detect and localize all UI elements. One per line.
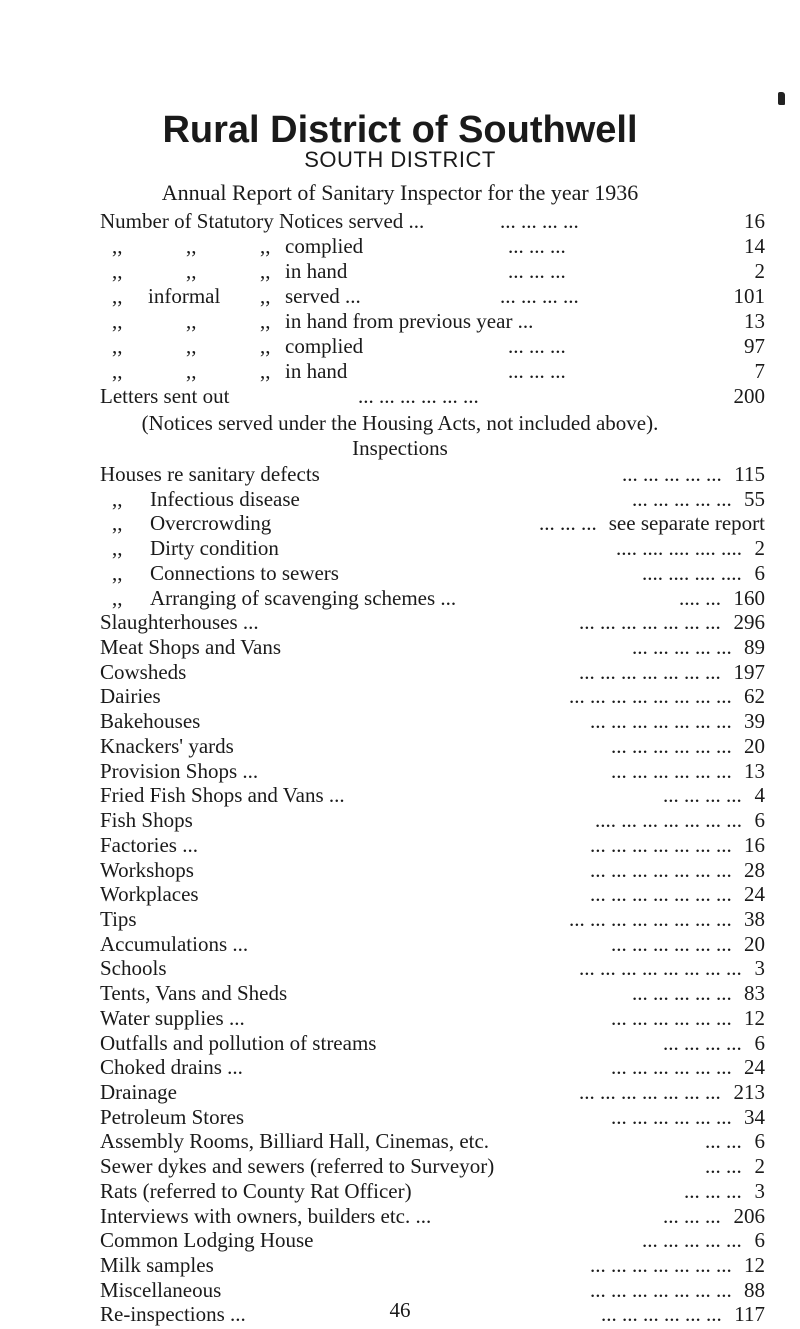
leader-dots: ... ... ... ... ... [642,1228,742,1252]
notice-label: in hand [285,259,348,283]
ditto-mark: ,, [186,359,197,383]
ditto-mark: ,, [186,309,197,333]
leader-dots: ... ... ... ... ... ... [611,1006,732,1030]
notice-value: 7 [754,359,765,383]
inspection-label: Milk samples [100,1253,214,1277]
leader-dots: ... ... ... ... ... ... ... ... [569,907,732,931]
inspection-label: Houses re sanitary defects [100,462,320,486]
notice-label: in hand [285,359,348,383]
ditto-mark: ,, [260,284,271,308]
inspection-value: 296 [733,610,765,634]
inspection-value: 6 [754,808,765,832]
inspection-row [100,1178,765,1204]
inspection-label: Factories ... [100,833,198,857]
inspection-value: 39 [744,709,765,733]
notice-value: 200 [733,384,765,408]
leader-dots: ... ... ... ... [663,783,742,807]
notice-row [100,283,765,309]
leader-dots: ... ... ... ... ... ... [358,384,479,408]
inspection-row [100,683,765,709]
ditto-mark: ,, [186,259,197,283]
leader-dots: ... ... ... ... ... ... ... ... [579,956,742,980]
inspection-value: 2 [754,1154,765,1178]
notice-label: Letters sent out [100,384,230,408]
leader-dots: ... ... [705,1154,742,1178]
page-number: 46 [389,1298,411,1322]
ditto-mark: ,, [112,487,123,511]
inspection-row [100,782,765,808]
inspection-row [100,708,765,734]
leader-dots: ... ... ... ... [500,284,579,308]
inspection-label: Outfalls and pollution of streams [100,1031,377,1055]
housing-note: (Notices served under the Housing Acts, not included above). [141,411,659,435]
leader-dots: ... ... ... ... ... [632,635,732,659]
inspections-heading: Inspections [352,436,448,460]
leader-dots: ... ... ... ... ... ... [611,1055,732,1079]
inspection-value: 3 [754,1179,765,1203]
inspection-value: 89 [744,635,765,659]
inspection-label: Re-inspections ... [100,1302,246,1326]
inspection-value: 115 [734,462,765,486]
inspection-row [100,1128,765,1154]
inspection-row [100,881,765,907]
inspection-value: 6 [754,1228,765,1252]
inspection-label: Meat Shops and Vans [100,635,282,659]
notice-label: complied [285,234,364,258]
leader-dots: .... ... [679,586,721,610]
ditto-mark: ,, [260,334,271,358]
ditto-mark: ,, [112,536,123,560]
inspection-value: 160 [733,586,765,610]
leader-dots: .... .... .... .... .... [616,536,742,560]
inspection-row [100,585,765,611]
notice-row [100,358,765,384]
inspection-label: Petroleum Stores [100,1105,245,1129]
inspection-value: 83 [744,981,765,1005]
leader-dots: .... .... .... .... [642,561,742,585]
inspection-value: 6 [754,561,765,585]
leader-dots: ... ... ... ... ... [632,487,732,511]
inspection-label: Accumulations ... [100,932,249,956]
notice-row [100,233,765,259]
inspection-row [100,980,765,1006]
inspection-row [100,906,765,932]
inspection-row [100,807,765,833]
inspection-value: 88 [744,1278,765,1302]
inspection-row [100,1079,765,1105]
page-title: Rural District of Southwell [162,109,638,151]
inspection-value: 2 [754,536,765,560]
leader-dots: ... ... ... ... [500,209,579,233]
inspection-label: Assembly Rooms, Billiard Hall, Cinemas, etc. [100,1129,490,1153]
inspection-label: Bakehouses [100,709,201,733]
inspection-label: Interviews with owners, builders etc. ... [100,1204,432,1228]
ditto-mark: ,, [112,259,123,283]
notice-value: 14 [744,234,765,258]
leader-dots: ... ... ... [539,511,597,535]
leader-dots: ... ... ... ... ... ... [611,1105,732,1129]
leader-dots: ... ... ... [663,1204,721,1228]
notice-value: 16 [744,209,765,233]
inspection-label: Infectious disease [150,487,300,511]
leader-dots: ... ... ... [684,1179,742,1203]
inspection-value: 12 [744,1006,765,1030]
inspection-value: 117 [734,1302,765,1326]
notice-row [100,208,765,234]
inspection-label: Workplaces [100,882,199,906]
inspection-row [100,1104,765,1130]
inspection-label: Connections to sewers [150,561,339,585]
ditto-mark: ,, [260,359,271,383]
inspection-value: 20 [744,734,765,758]
inspection-value: 62 [744,684,765,708]
inspection-value: 34 [744,1105,765,1129]
inspection-value: 13 [744,759,765,783]
inspection-row [100,1227,765,1253]
inspection-row [100,1252,765,1278]
ditto-mark: ,, [112,511,123,535]
inspection-label: Drainage [100,1080,177,1104]
leader-dots: ... ... ... ... ... ... ... [590,882,732,906]
ink-mark [778,92,785,105]
notice-label: served ... [285,284,361,308]
leader-dots: ... ... ... ... ... ... [601,1302,722,1326]
notice-value: 97 [744,334,765,358]
leader-dots: ... ... ... ... ... ... [611,734,732,758]
inspection-label: Provision Shops ... [100,759,259,783]
inspection-label: Dairies [100,684,161,708]
inspection-row [100,486,765,512]
inspection-value: 6 [754,1129,765,1153]
inspection-row [100,1203,765,1229]
leader-dots: ... ... ... ... ... ... ... [590,709,732,733]
ditto-mark: ,, [260,234,271,258]
inspection-row [100,1153,765,1179]
ditto-mark: ,, [112,561,123,585]
inspection-label: Water supplies ... [100,1006,245,1030]
ditto-mark: ,, [186,334,197,358]
inspection-label: Workshops [100,858,194,882]
inspection-value: see separate report [608,511,765,535]
leader-dots: ... ... ... ... ... ... [611,759,732,783]
inspection-row [100,535,765,561]
leader-dots: ... ... ... ... ... [622,462,722,486]
leader-dots: ... ... ... ... [663,1031,742,1055]
ditto-mark: ,, [260,309,271,333]
leader-dots: ... ... ... [508,259,566,283]
ditto-mark: ,, [260,259,271,283]
inspection-value: 16 [744,833,765,857]
inspection-value: 213 [733,1080,765,1104]
inspection-label: Fish Shops [100,808,193,832]
inspection-value: 28 [744,858,765,882]
inspection-label: Dirty condition [150,536,279,560]
leader-dots: ... ... ... ... ... [632,981,732,1005]
inspection-value: 24 [744,1055,765,1079]
inspection-label: Slaughterhouses ... [100,610,259,634]
ditto-mark: ,, [186,234,197,258]
inspection-row [100,955,765,981]
inspection-label: Tents, Vans and Sheds [100,981,288,1005]
inspection-row [100,510,765,536]
notice-value: 13 [744,309,765,333]
inspection-row [100,461,765,487]
inspection-value: 55 [744,487,765,511]
notice-value: 2 [754,259,765,283]
inspection-label: Arranging of scavenging schemes ... [150,586,457,610]
leader-dots: ... ... ... ... ... ... ... [579,610,721,634]
inspection-row [100,659,765,685]
inspection-value: 12 [744,1253,765,1277]
report-title: Annual Report of Sanitary Inspector for the year 1936 [161,180,639,205]
leader-dots: .... ... ... ... ... ... ... [595,808,742,832]
inspection-label: Cowsheds [100,660,187,684]
inspection-row [100,1005,765,1031]
leader-dots: ... ... ... ... ... ... ... [579,660,721,684]
inspection-row [100,931,765,957]
notice-row [100,383,765,409]
inspection-label: Miscellaneous [100,1278,222,1302]
notice-row [100,333,765,359]
inspection-label: Sewer dykes and sewers (referred to Surveyor) [100,1154,495,1178]
inspection-value: 4 [754,783,765,807]
inspection-value: 24 [744,882,765,906]
leader-dots: ... ... ... ... ... ... ... [590,1278,732,1302]
inspection-row [100,634,765,660]
inspection-value: 6 [754,1031,765,1055]
ditto-mark: ,, [112,334,123,358]
ditto-mark: ,, [112,284,123,308]
inspection-row [100,758,765,784]
inspection-row [100,1030,765,1056]
inspection-row [100,832,765,858]
inspection-row [100,609,765,635]
ditto-mark: ,, [112,586,123,610]
leader-dots: ... ... ... ... ... ... ... [590,1253,732,1277]
notice-label: complied [285,334,364,358]
inspection-value: 38 [744,907,765,931]
leader-dots: ... ... ... ... ... ... ... [579,1080,721,1104]
inspection-label: Tips [100,907,137,931]
ditto-mark: ,, [112,234,123,258]
inspection-label: Rats (referred to County Rat Officer) [100,1179,412,1203]
inspection-label: Choked drains ... [100,1055,243,1079]
inspection-row [100,857,765,883]
inspection-row [100,560,765,586]
leader-dots: ... ... ... ... ... ... ... ... [569,684,732,708]
leader-dots: ... ... ... [508,334,566,358]
notice-value: 101 [733,284,765,308]
notice-label: Number of Statutory Notices served ... [100,209,425,233]
inspection-value: 197 [733,660,765,684]
notice-row [100,308,765,334]
inspection-label: Knackers' yards [100,734,234,758]
district-subtitle: SOUTH DISTRICT [304,147,496,172]
ditto-mark: ,, [112,359,123,383]
ditto-mark: ,, [112,309,123,333]
inspection-label: Common Lodging House [100,1228,314,1252]
leader-dots: ... ... ... ... ... ... [611,932,732,956]
inspection-label: Overcrowding [150,511,272,535]
inspection-label: Schools [100,956,167,980]
leader-dots: ... ... ... ... ... ... ... [590,833,732,857]
leader-dots: ... ... ... ... ... ... ... [590,858,732,882]
inspection-value: 20 [744,932,765,956]
leader-dots: ... ... ... [508,359,566,383]
inspection-value: 3 [754,956,765,980]
inspection-label: Fried Fish Shops and Vans ... [100,783,345,807]
inspection-row [100,733,765,759]
inspection-row [100,1054,765,1080]
leader-dots: ... ... [705,1129,742,1153]
leader-dots: ... ... ... [508,234,566,258]
notice-row [100,258,765,284]
informal-label: informal [148,284,221,308]
inspection-value: 206 [733,1204,765,1228]
notice-label: in hand from previous year ... [285,309,534,333]
